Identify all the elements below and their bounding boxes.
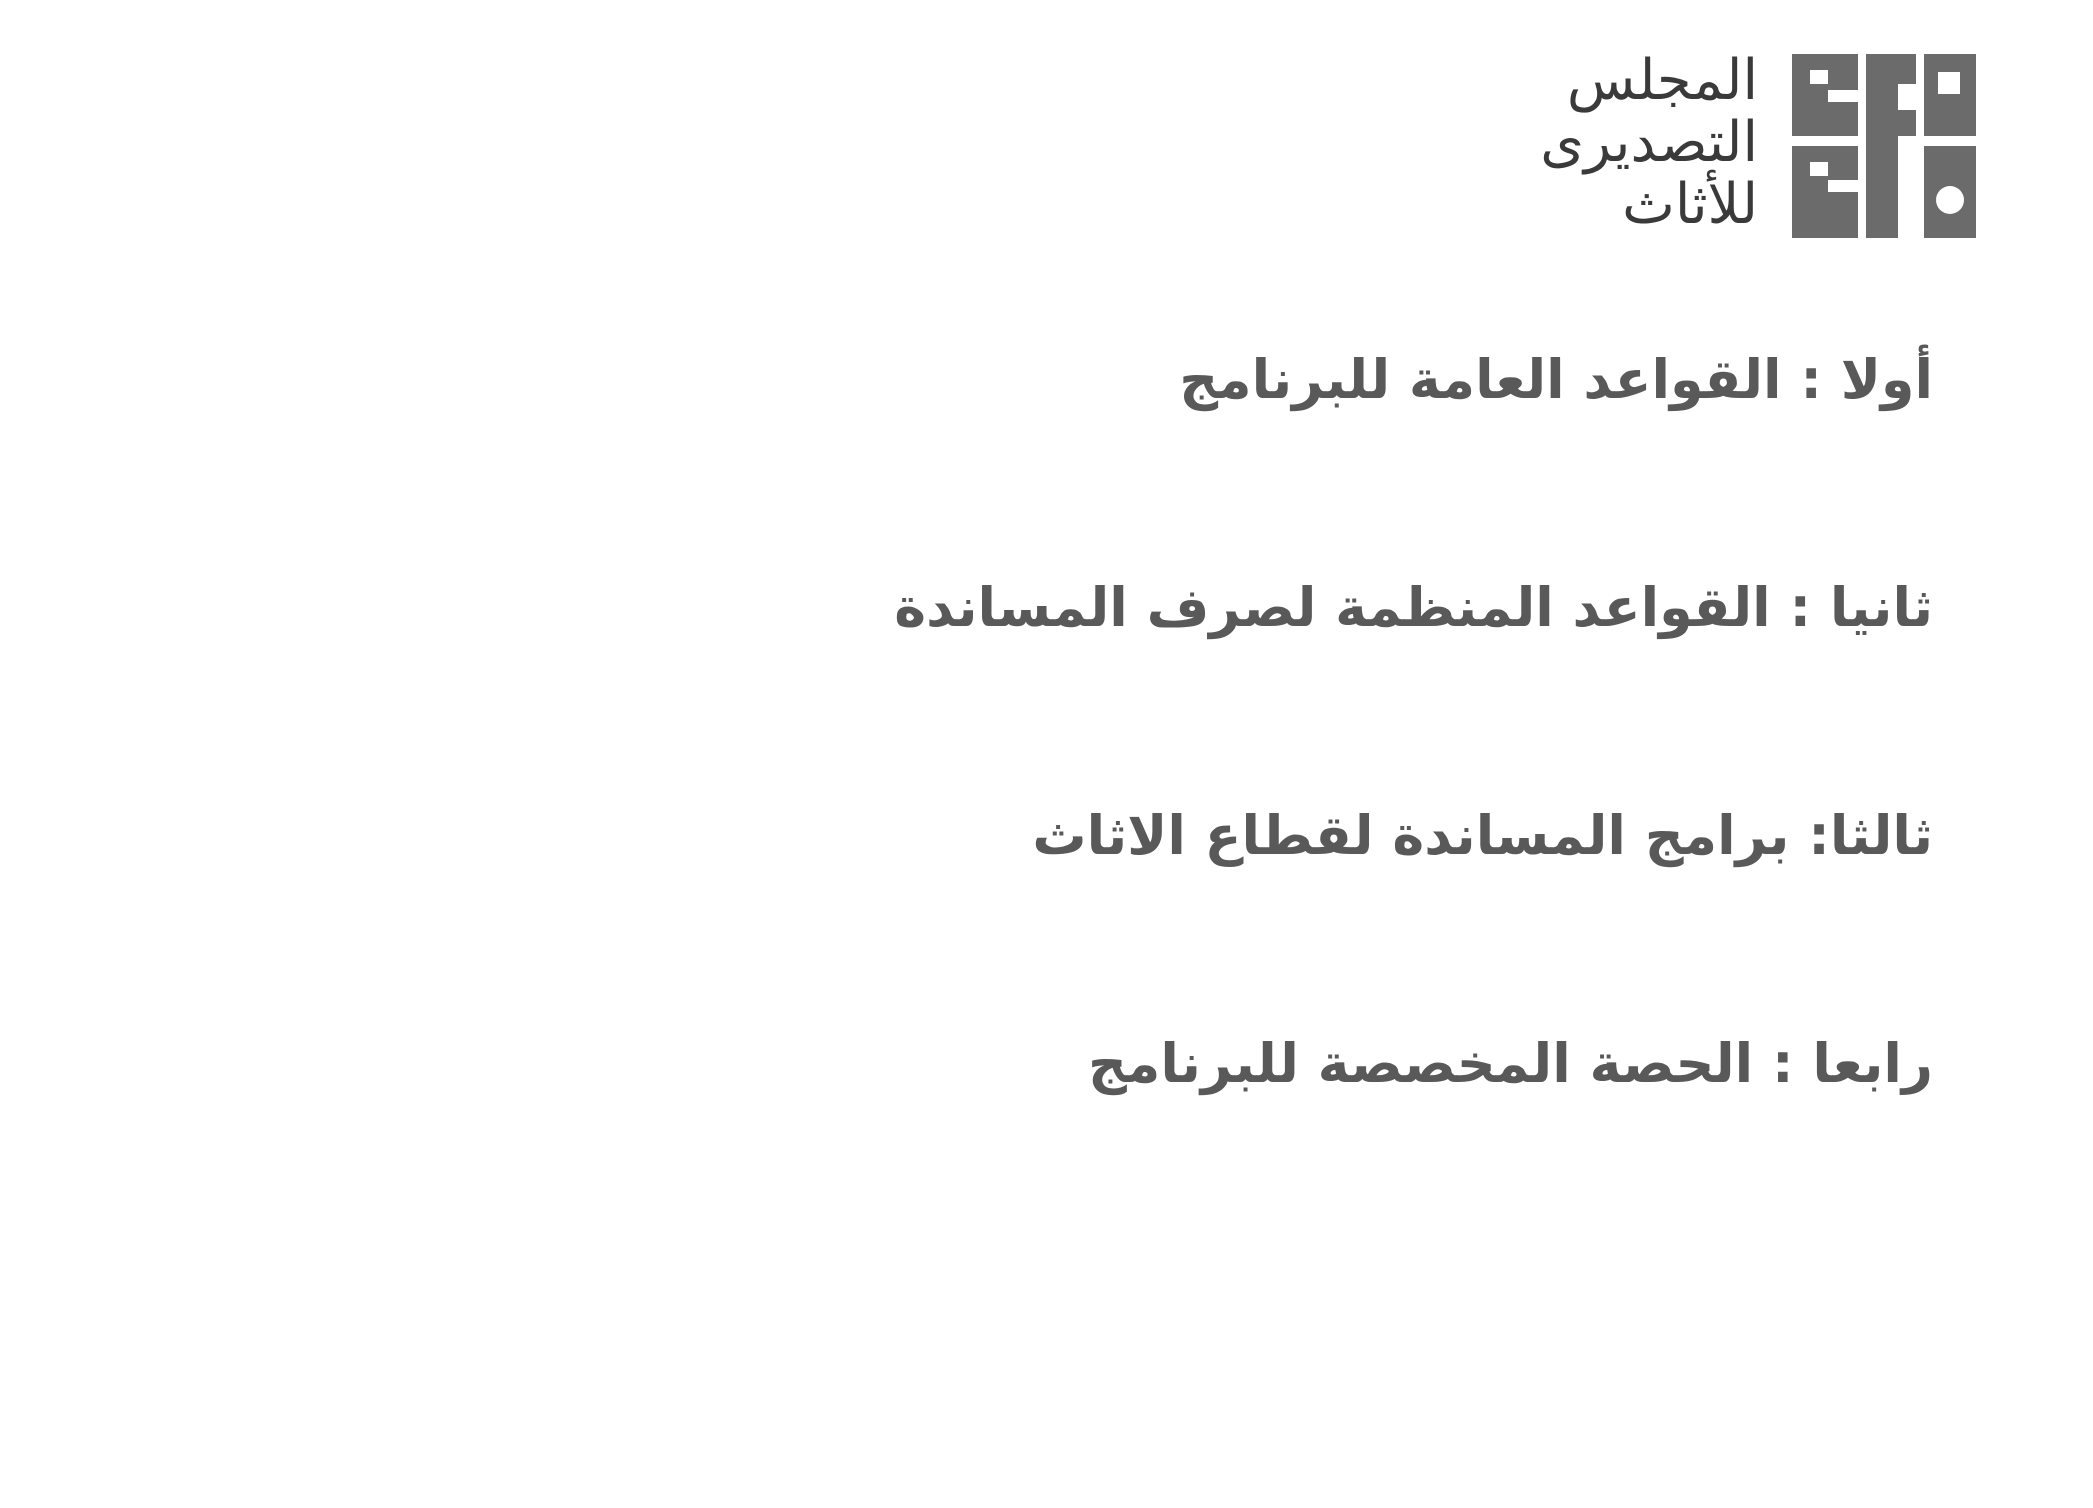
- logo-line-2: التصديرى: [1540, 110, 1758, 175]
- logo: [1530, 50, 1980, 242]
- efe-monogram-icon: [1788, 50, 1980, 242]
- topic-item-3: ثالثا: برامج المساندة لقطاع الاثاث: [1032, 804, 1933, 867]
- logo-line-3: للأثاث: [1622, 172, 1758, 237]
- logo-wordmark: [1540, 50, 1758, 236]
- topics-list: [433, 340, 1933, 1252]
- topic-item-2: ثانيا : القواعد المنظمة لصرف المساندة: [894, 576, 1933, 639]
- logo-line-1: المجلس: [1566, 48, 1758, 113]
- topic-item-1: أولا : القواعد العامة للبرنامج: [1179, 348, 1933, 411]
- topic-item-4: رابعا : الحصة المخصصة للبرنامج: [1087, 1032, 1933, 1095]
